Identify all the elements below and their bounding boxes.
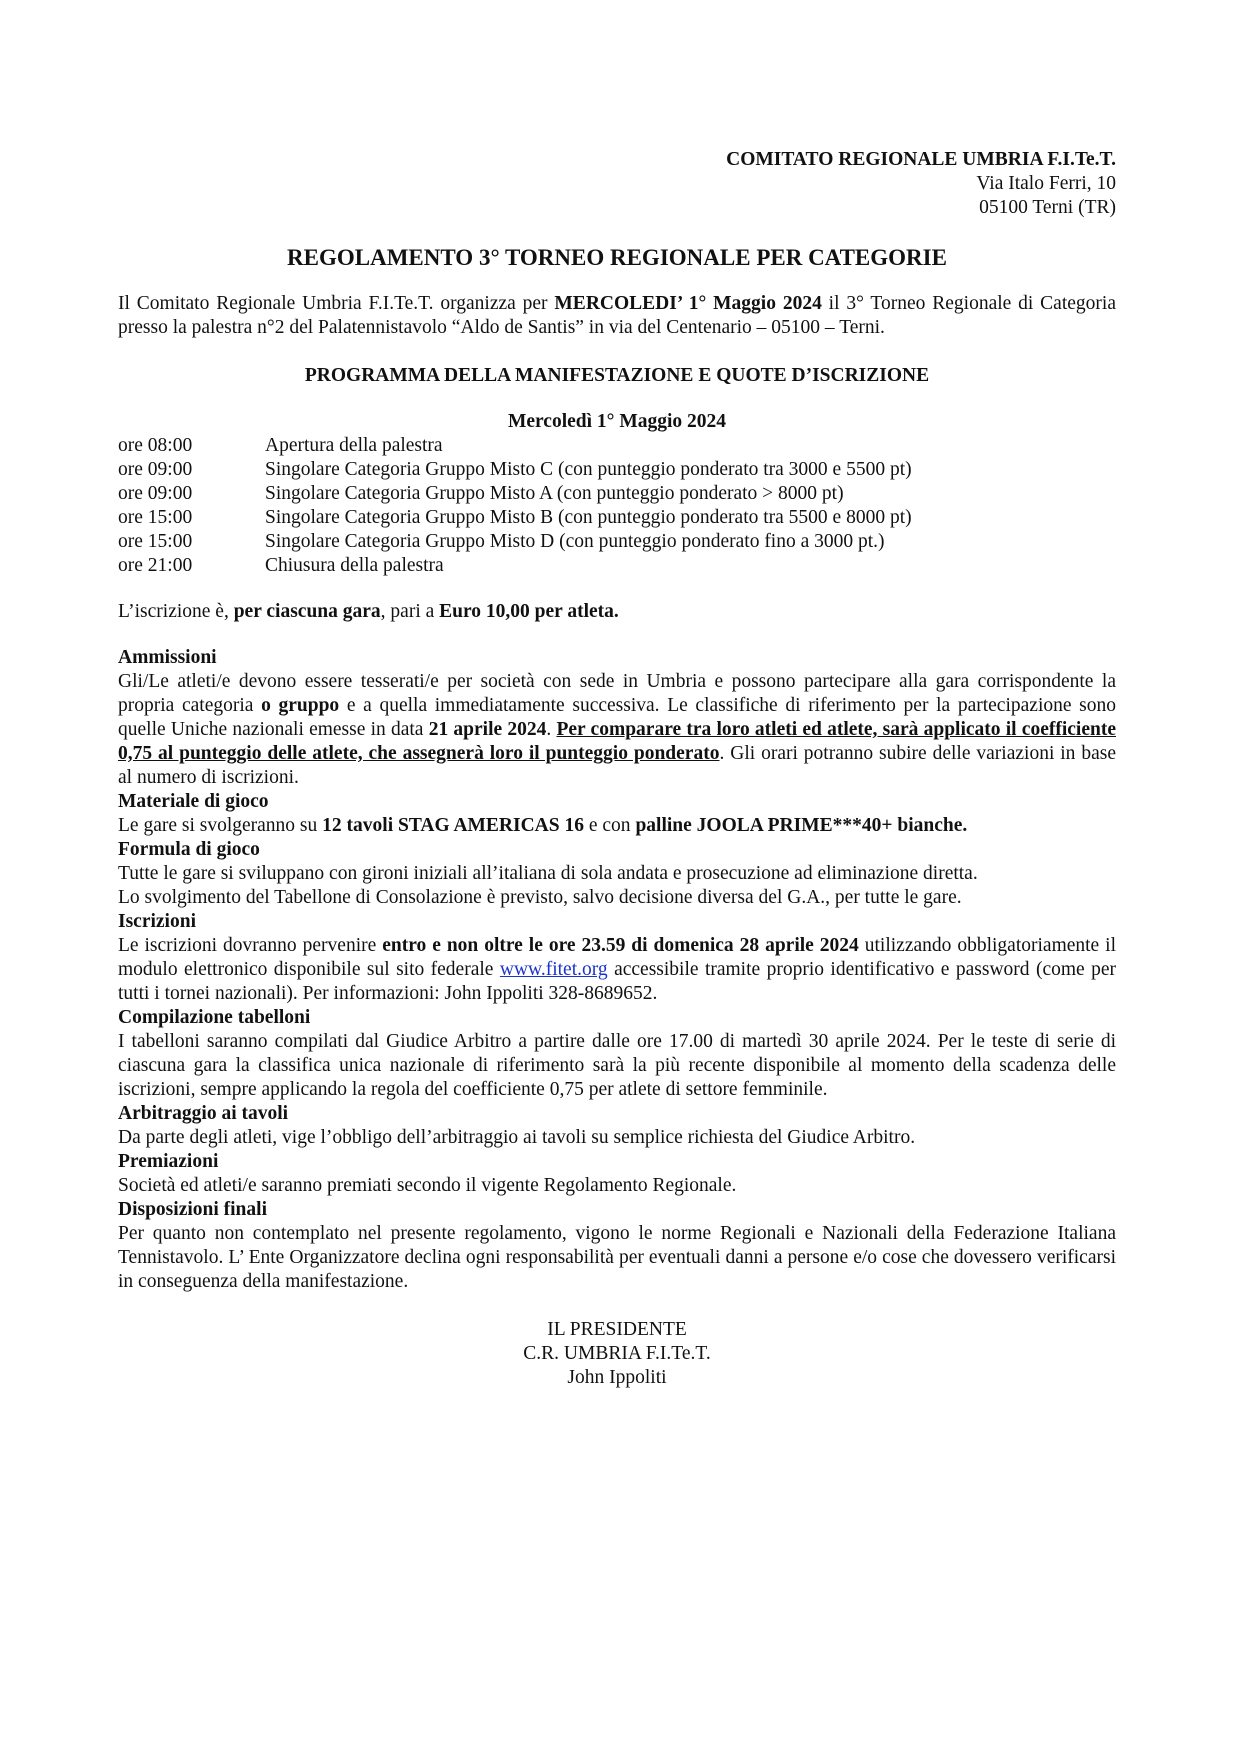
section-compilazione: [118, 1006, 1116, 1102]
fee-text-1: L’iscrizione è,: [118, 601, 234, 622]
schedule-row: [118, 482, 1116, 506]
schedule-time: ore 09:00: [118, 459, 193, 480]
section-heading: Arbitraggio ai tavoli: [118, 1103, 289, 1124]
letterhead-address-city: 05100 Terni (TR): [979, 197, 1116, 218]
materiale-balls: palline JOOLA PRIME***40+ bianche.: [635, 815, 968, 836]
schedule-time: ore 21:00: [118, 555, 193, 576]
section-body: [118, 934, 1116, 1006]
iscrizioni-text-2: utilizzando obbligatoriamente il modulo elettronico disponibile sul sito federale: [118, 935, 1116, 980]
schedule-time: ore 09:00: [118, 483, 193, 504]
intro-text-2: il 3° Torneo Regionale di Categoria presso la palestra n°2 del Palatennistavolo “Aldo de Santis” in via del Centenario – 05100 – Terni.: [118, 293, 1116, 338]
ammissioni-bold-1: o gruppo: [261, 695, 340, 716]
schedule-time: ore 15:00: [118, 531, 193, 552]
section-heading: Ammissioni: [118, 647, 217, 668]
section-arbitraggio: [118, 1102, 1116, 1150]
section-heading: Disposizioni finali: [118, 1199, 267, 1220]
section-heading: Iscrizioni: [118, 911, 196, 932]
schedule-event: Singolare Categoria Gruppo Misto C (con punteggio ponderato tra 3000 e 5500 pt): [265, 459, 912, 480]
section-body: Società ed atleti/e saranno premiati secondo il vigente Regolamento Regionale.: [118, 1175, 737, 1196]
letterhead: [118, 148, 1116, 220]
materiale-text-2: e con: [584, 815, 636, 836]
document-content: [118, 148, 1116, 1390]
section-body: [118, 670, 1116, 790]
ammissioni-coefficient-rule: Per comparare tra loro atleti ed atlete, sarà applicato il coefficiente 0,75 al punteggio delle atlete, che assegnerà loro il punteggio ponderato: [118, 719, 1116, 764]
section-body: Per quanto non contemplato nel presente regolamento, vigono le norme Regionali e Nazionali della Federazione Italiana Tennistavolo. L’ Ente Organizzatore declina ogni responsabilità per eventuali danni a persone e/o cose che dovessero verificarsi in conseguenza della manifestazione.: [118, 1223, 1116, 1292]
fee-paragraph: [118, 600, 1116, 624]
schedule-list: [118, 434, 1116, 578]
section-body-line: Tutte le gare si sviluppano con gironi iniziali all’italiana di sola andata e prosecuzione ad eliminazione diretta.: [118, 863, 978, 884]
section-heading: Materiale di gioco: [118, 791, 269, 812]
section-body-line: Lo svolgimento del Tabellone di Consolazione è previsto, salvo decisione diversa del G.A., per tutte le gare.: [118, 887, 962, 908]
intro-text-1: Il Comitato Regionale Umbria F.I.Te.T. organizza per: [118, 293, 555, 314]
rules-sections: [118, 646, 1116, 1294]
ammissioni-date: 21 aprile 2024: [428, 719, 547, 740]
section-body: I tabelloni saranno compilati dal Giudice Arbitro a partire dalle ore 17.00 di martedì 30 aprile 2024. Per le teste di serie di ciascuna gara la classifica unica nazionale di riferimento sarà la più recente disponibile al momento della scadenza delle iscrizioni, sempre applicando la regola del coefficiente 0,75 per atlete di settore femminile.: [118, 1031, 1116, 1100]
section-materiale: [118, 790, 1116, 838]
section-ammissioni: [118, 646, 1116, 790]
schedule-row: [118, 458, 1116, 482]
letterhead-org: COMITATO REGIONALE UMBRIA F.I.Te.T.: [726, 149, 1116, 170]
signature-name: John Ippoliti: [567, 1367, 667, 1388]
schedule-time: ore 15:00: [118, 507, 193, 528]
iscrizioni-text-3: accessibile tramite proprio identificativo e password (come per tutti i tornei nazionali). Per informazioni: John Ippoliti 328-8689652.: [118, 959, 1117, 1004]
day-title: Mercoledì 1° Maggio 2024: [507, 411, 727, 432]
ammissioni-text-3: .: [546, 719, 557, 740]
intro-date: MERCOLEDI’ 1° Maggio 2024: [554, 293, 822, 314]
section-body: Da parte degli atleti, vige l’obbligo dell’arbitraggio ai tavoli su semplice richiesta del Giudice Arbitro.: [118, 1127, 916, 1148]
schedule-event: Singolare Categoria Gruppo Misto D (con punteggio ponderato fino a 3000 pt.): [265, 531, 885, 552]
section-heading: Formula di gioco: [118, 839, 260, 860]
materiale-text-1: Le gare si svolgeranno su: [118, 815, 323, 836]
ammissioni-text-1: Gli/Le atleti/e devono essere tesserati/e per società con sede in Umbria e possono partecipare alla gara corrispondente la propria categoria: [118, 671, 1116, 716]
section-heading: Premiazioni: [118, 1151, 219, 1172]
schedule-event: Singolare Categoria Gruppo Misto A (con punteggio ponderato > 8000 pt): [265, 483, 844, 504]
iscrizioni-deadline: entro e non oltre le ore 23.59 di domenica 28 aprile 2024: [382, 935, 859, 956]
section-formula: [118, 838, 1116, 910]
iscrizioni-text-1: Le iscrizioni dovranno pervenire: [118, 935, 383, 956]
ammissioni-text-2: e a quella immediatamente successiva. Le classifiche di riferimento per la partecipazione sono quelle Uniche nazionali emesse in data: [118, 695, 1117, 740]
schedule-event: Singolare Categoria Gruppo Misto B (con punteggio ponderato tra 5500 e 8000 pt): [265, 507, 912, 528]
fee-text-2: , pari a: [380, 601, 440, 622]
schedule-event: Apertura della palestra: [265, 435, 443, 456]
section-disposizioni: [118, 1198, 1116, 1294]
document-title: REGOLAMENTO 3° TORNEO REGIONALE PER CATEGORIE: [287, 245, 947, 270]
ammissioni-text-4: . Gli orari potranno subire delle variazioni in base al numero di iscrizioni.: [118, 743, 1116, 788]
intro-paragraph: [118, 292, 1116, 340]
schedule-row: [118, 506, 1116, 530]
schedule-event: Chiusura della palestra: [265, 555, 444, 576]
signature-role: IL PRESIDENTE: [547, 1319, 687, 1340]
letterhead-address-street: Via Italo Ferri, 10: [976, 173, 1116, 194]
fee-bold-1: per ciascuna gara: [233, 601, 381, 622]
schedule-row: [118, 530, 1116, 554]
fitet-website-link[interactable]: www.fitet.org: [499, 959, 608, 980]
schedule-time: ore 08:00: [118, 435, 193, 456]
schedule-row: [118, 434, 1116, 458]
section-premiazioni: [118, 1150, 1116, 1198]
section-heading: Compilazione tabelloni: [118, 1007, 311, 1028]
schedule-row: [118, 554, 1116, 578]
signature-block: [118, 1318, 1116, 1390]
fee-amount: Euro 10,00 per atleta.: [439, 601, 619, 622]
materiale-tables: 12 tavoli STAG AMERICAS 16: [322, 815, 584, 836]
program-title: PROGRAMMA DELLA MANIFESTAZIONE E QUOTE D’ISCRIZIONE: [304, 365, 930, 386]
section-iscrizioni: [118, 910, 1116, 1006]
section-body: [118, 814, 1116, 838]
signature-org: C.R. UMBRIA F.I.Te.T.: [523, 1343, 711, 1364]
